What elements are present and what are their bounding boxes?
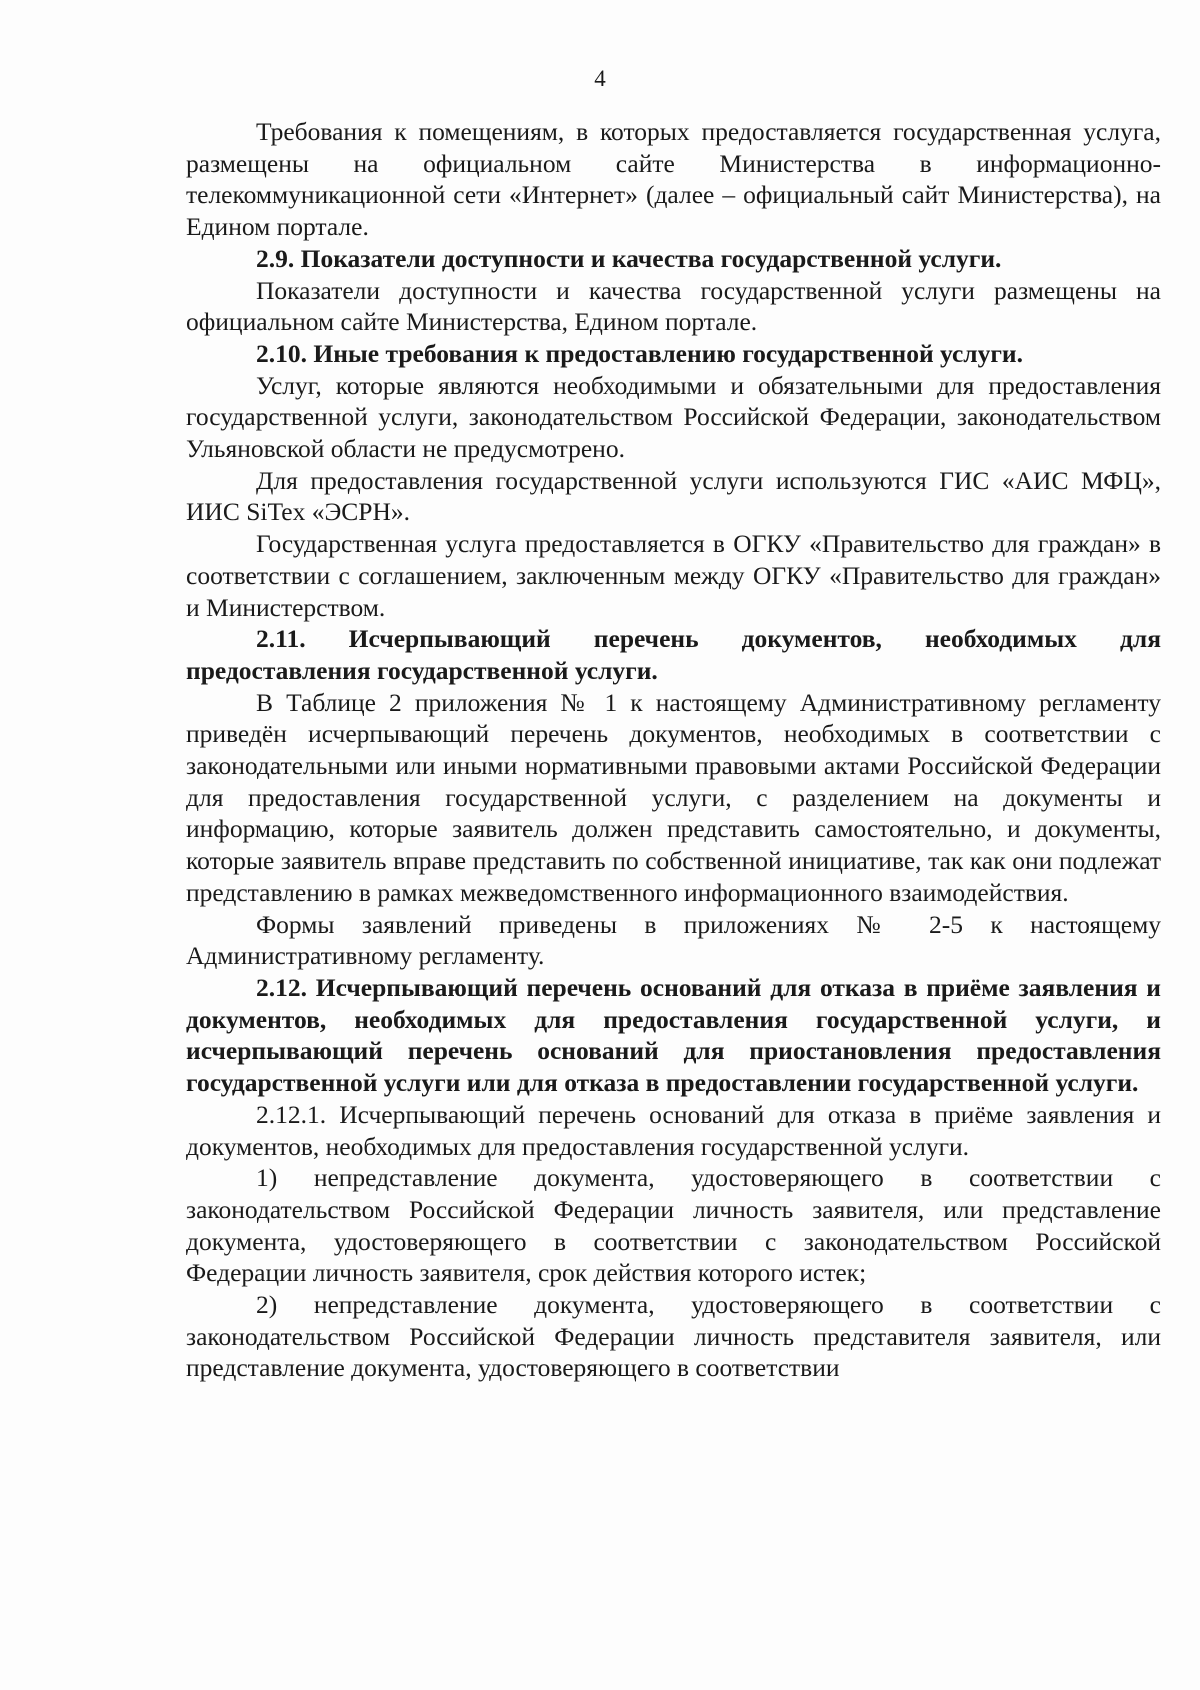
paragraph-information-systems: Для предоставления государственной услуги используются ГИС «АИС МФЦ», ИИС SiTex «ЭСРН». (186, 465, 1161, 527)
heading-2-9: 2.9. Показатели доступности и качества государственной услуги. (256, 243, 1002, 273)
document-body (186, 116, 1161, 1384)
paragraph-ogku-agreement: Государственная услуга предоставляется в ОГКУ «Правительство для граждан» в соответствии с соглашением, заключенным между ОГКУ «Правительство для граждан» и Министерством. (186, 529, 1161, 622)
heading-2-10: 2.10. Иные требования к предоставлению государственной услуги. (256, 338, 1024, 368)
paragraph-documents-list: В Таблице 2 приложения № 1 к настоящему Административному регламенту приведён исчерпывающий перечень документов, необходимых в соответствии с законодательными или иными нормативными правовыми актами Российской Федерации для предоставления государственной услуги, с разделением на документы и информацию, которые заявитель должен представить самостоятельно, и документы, которые заявитель вправе представить по собственной инициативе, так как они подлежат представлению в рамках межведомственного информационного взаимодействия. (186, 687, 1161, 907)
paragraph-premises-requirements: Требования к помещениям, в которых предоставляется государственная услуга, размещены на официальном сайте Министерства в информационно-телекоммуникационной сети «Интернет» (далее – официальный сайт Министерства), на Едином портале. (186, 117, 1161, 242)
paragraph-application-forms: Формы заявлений приведены в приложениях № 2-5 к настоящему Административному регламенту. (186, 909, 1161, 971)
list-item-2: 2) непредставление документа, удостоверяющего в соответствии с законодательством Российской Федерации личность представителя заявителя, или представление документа, удостоверяющего в соответствии (186, 1290, 1161, 1383)
page-number: 4 (594, 66, 606, 91)
paragraph-required-services: Услуг, которые являются необходимыми и обязательными для предоставления государственной услуги, законодательством Российской Федерации, законодательством Ульяновской области не предусмотрено. (186, 370, 1161, 464)
heading-2-12: 2.12. Исчерпывающий перечень оснований для отказа в приёме заявления и документов, необходимых для предоставления государственной услуги, и исчерпывающий перечень оснований для приостановления предоставления государственной услуги или для отказа в предоставлении государственной услуги. (186, 972, 1161, 1098)
paragraph-2-12-1: 2.12.1. Исчерпывающий перечень оснований для отказа в приёме заявления и документов, необходимых для предоставления государственной услуги. (186, 1099, 1161, 1161)
heading-2-11: 2.11. Исчерпывающий перечень документов, необходимых для предоставления государственной услуги. (186, 624, 1161, 685)
list-item-1: 1) непредставление документа, удостоверяющего в соответствии с законодательством Российской Федерации личность заявителя, или представление документа, удостоверяющего в соответствии с законодательством Российской Федерации личность заявителя, срок действия которого истек; (186, 1163, 1161, 1288)
paragraph-accessibility-indicators: Показатели доступности и качества государственной услуги размещены на официальном сайте Министерства, Едином портале. (186, 275, 1161, 337)
